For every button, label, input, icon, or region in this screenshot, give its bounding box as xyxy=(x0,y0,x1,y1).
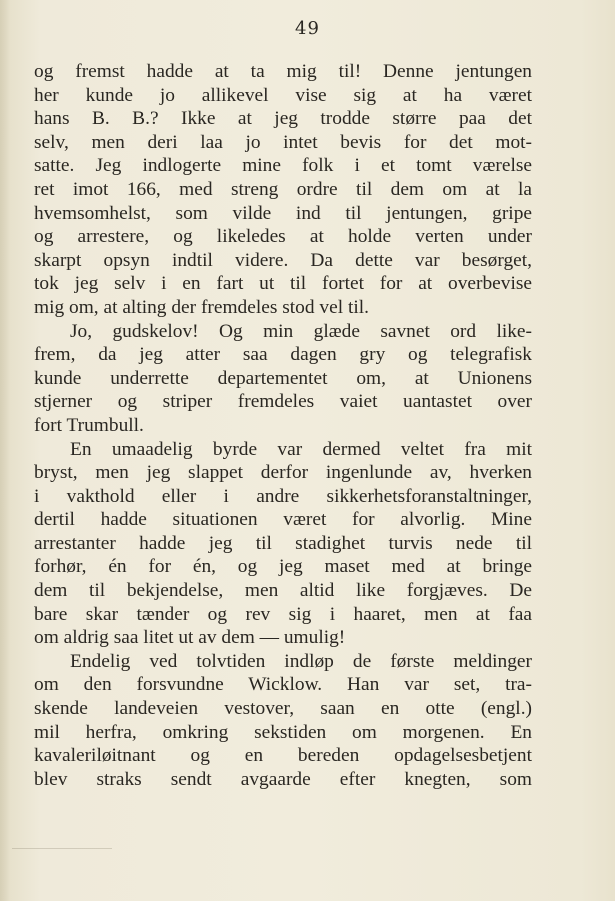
spine-shadow xyxy=(0,0,10,901)
text-line: hans B. B.? Ikke at jeg trodde større paa det xyxy=(34,108,532,130)
text-line: her kunde jo allikevel vise sig at ha været xyxy=(34,84,532,106)
text-line: Endelig ved tolvtiden indløp de første meldinger xyxy=(70,650,532,672)
text-line: blev straks sendt avgaarde efter knegten, som xyxy=(34,768,532,790)
text-line: stjerner og striper fremdeles vaiet uantastet over xyxy=(34,391,532,413)
text-line: mil herfra, omkring sekstiden om morgenen. En xyxy=(34,721,532,743)
text-line: satte. Jeg indlogerte mine folk i et tomt værelse xyxy=(34,155,532,177)
text-line: Jo, gudskelov! Og min glæde savnet ord like- xyxy=(70,320,532,342)
footer-mark xyxy=(12,848,112,849)
body-text xyxy=(34,60,532,791)
text-line: bryst, men jeg slappet derfor ingenlunde av, hverken xyxy=(34,462,532,484)
text-line: ret imot 166, med streng ordre til dem om at la xyxy=(34,178,532,200)
text-line: frem, da jeg atter saa dagen gry og telegrafisk xyxy=(34,344,532,366)
text-line: kunde underrette departementet om, at Unionens xyxy=(34,367,532,389)
text-line: og fremst hadde at ta mig til! Denne jentungen xyxy=(34,61,532,82)
text-line: og arrestere, og likeledes at holde verten under xyxy=(34,226,532,248)
text-line: hvemsomhelst, som vilde ind til jentungen, gripe xyxy=(34,202,532,224)
text-line: tok jeg selv i en fart ut til fortet for at overbevise xyxy=(34,273,532,295)
text-line: En umaadelig byrde var dermed veltet fra mit xyxy=(70,438,532,460)
text-line: mig om, at alting der fremdeles stod vel til. xyxy=(34,296,369,318)
text-line: dertil hadde situationen været for alvorlig. Mine xyxy=(34,509,532,531)
text-line: om den forsvundne Wicklow. Han var set, tra- xyxy=(34,674,532,696)
text-line: skarpt opsyn indtil videre. Da dette var besørget, xyxy=(34,249,532,271)
text-line: bare skar tænder og rev sig i haaret, men at faa xyxy=(34,603,532,625)
text-line: skende landeveien vestover, saan en otte (engl.) xyxy=(34,698,532,720)
text-line: fort Trumbull. xyxy=(34,414,144,436)
text-line: selv, men deri laa jo intet bevis for det mot- xyxy=(34,131,532,153)
text-line: om aldrig saa litet ut av dem — umulig! xyxy=(34,627,346,649)
text-line: i vakthold eller i andre sikkerhetsforanstaltninger, xyxy=(34,485,532,507)
text-line: dem til bekjendelse, men altid like forgjæves. De xyxy=(34,580,532,602)
text-line: kavaleriløitnant og en bereden opdagelsesbetjent xyxy=(34,745,532,767)
text-line: forhør, én for én, og jeg maset med at bringe xyxy=(34,556,532,578)
page-number: 49 xyxy=(295,18,320,39)
text-line: arrestanter hadde jeg til stadighet turvis nede til xyxy=(34,532,532,554)
